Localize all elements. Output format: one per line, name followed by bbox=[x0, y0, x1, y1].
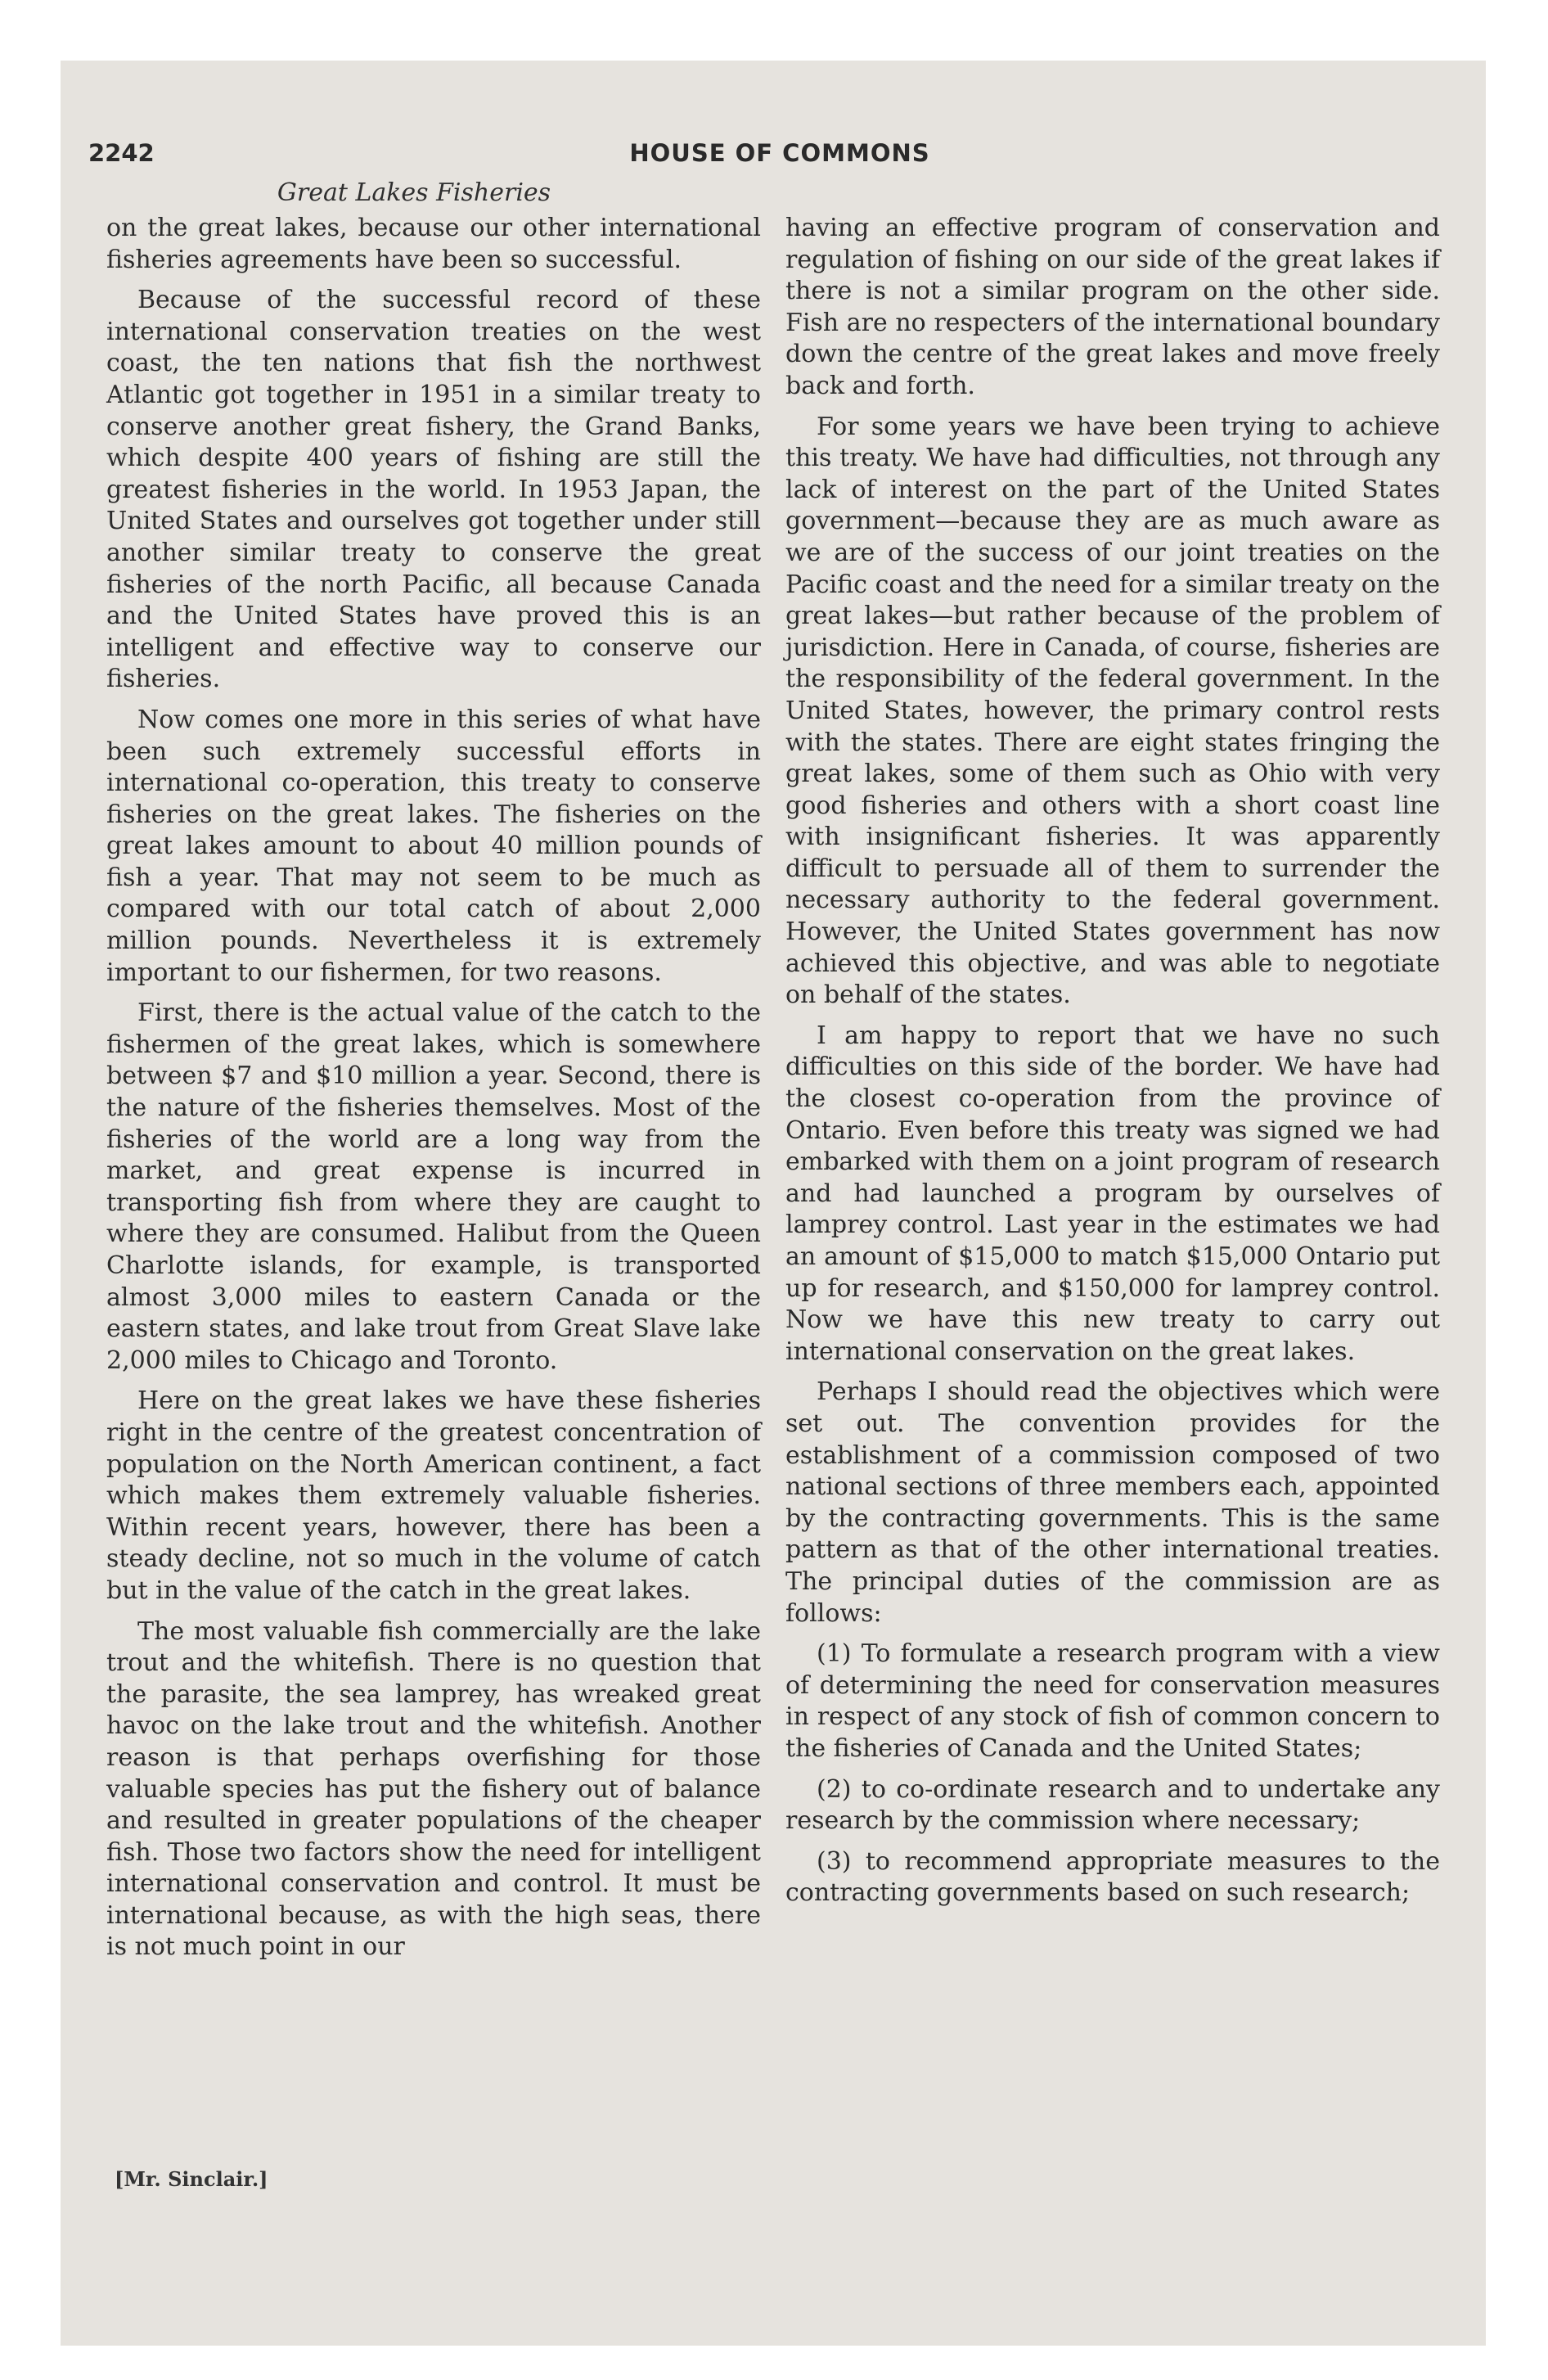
paragraph: on the great lakes, because our other international fisheries agreements have been so successful. bbox=[106, 214, 761, 274]
right-column bbox=[785, 213, 1440, 1918]
paragraph: The most valuable fish commercially are the lake trout and the whitefish. There is no question that the parasite, the sea lamprey, has wreaked great havoc on the lake trout and the whitefish. Another reason is that perhaps overfishing for those valuable species has put the fishery out of balance and resulted in greater populations of the cheaper fish. Those two factors show the need for intelligent international conservation and control. It must be international because, as with the high seas, there is not much point in our bbox=[106, 1616, 761, 1962]
page-header bbox=[88, 139, 1471, 175]
paragraph: Now comes one more in this series of what have been such extremely successful efforts in international co-operation, this treaty to conserve fisheries on the great lakes. The fisheries on the great lakes amount to about 40 million pounds of fish a year. That may not seem to be much as compared with our total catch of about 2,000 million pounds. Nevertheless it is extremely important to our fishermen, for two reasons. bbox=[106, 705, 761, 987]
left-column bbox=[106, 213, 761, 1972]
paragraph: (1) To formulate a research program with a view of determining the need for conservation measures in respect of any stock of fish of common concern to the fisheries of Canada and the United States; bbox=[785, 1639, 1440, 1763]
speaker-footer: [Mr. Sinclair.] bbox=[115, 2167, 268, 2191]
subject-heading: Great Lakes Fisheries bbox=[277, 178, 551, 207]
paragraph: Because of the successful record of these international conservation treaties on the west coast, the ten nations that fish the northwest Atlantic got together in 1951 in a similar treaty to conserve another great fishery, the Grand Banks, which despite 400 years of fishing are still the greatest fisheries in the world. In 1953 Japan, the United States and ourselves got together under still another similar treaty to conserve the great fisheries of the north Pacific, all because Canada and the United States have proved this is an intelligent and effective way to conserve our fisheries. bbox=[106, 286, 761, 694]
paragraph: (3) to recommend appropriate measures to the contracting governments based on such research; bbox=[785, 1846, 1440, 1908]
paragraph: having an effective program of conservation and regulation of fishing on our side of the great lakes if there is not a similar program on the other side. Fish are no respecters of the international boundary down the centre of the great lakes and move freely back and forth. bbox=[785, 214, 1440, 400]
paragraph: Here on the great lakes we have these fisheries right in the centre of the greatest concentration of population on the North American continent, a fact which makes them extremely valuable fisheries. Within recent years, however, there has been a steady decline, not so much in the volume of catch but in the value of the catch in the great lakes. bbox=[106, 1386, 761, 1605]
paragraph: First, there is the actual value of the catch to the fishermen of the great lakes, which is somewhere between $7 and $10 million a year. Second, there is the nature of the fisheries themselves. Most of the fisheries of the world are a long way from the market, and great expense is incurred in transporting fish from where they are caught to where they are consumed. Halibut from the Queen Charlotte islands, for example, is transported almost 3,000 miles to eastern Canada or the eastern states, and lake trout from Great Slave lake 2,000 miles to Chicago and Toronto. bbox=[106, 998, 761, 1375]
page-number: 2242 bbox=[88, 139, 155, 167]
paragraph: I am happy to report that we have no such difficulties on this side of the border. We have had the closest co-operation from the province of Ontario. Even before this treaty was signed we had embarked with them on a joint program of research and had launched a program by ourselves of lamprey control. Last year in the estimates we had an amount of $15,000 to match $15,000 Ontario put up for research, and $150,000 for lamprey control. Now we have this new treaty to carry out international conservation on the great lakes. bbox=[785, 1021, 1440, 1366]
paragraph: For some years we have been trying to achieve this treaty. We have had difficulties, not through any lack of interest on the part of the United States government—because they are as much aware as we are of the success of our joint treaties on the Pacific coast and the need for a similar treaty on the great lakes—but rather because of the problem of jurisdiction. Here in Canada, of course, fisheries are the responsibility of the federal government. In the United States, however, the primary control rests with the states. There are eight states fringing the great lakes, some of them such as Ohio with very good fisheries and others with a short coast line with insignificant fisheries. It was apparently difficult to persuade all of them to surrender the necessary authority to the federal government. However, the United States government has now achieved this objective, and was able to negotiate on behalf of the states. bbox=[785, 412, 1440, 1010]
page bbox=[61, 61, 1486, 2346]
paragraph: (2) to co-ordinate research and to undertake any research by the commission where necessary; bbox=[785, 1774, 1440, 1836]
paragraph: Perhaps I should read the objectives which were set out. The convention provides for the establishment of a commission composed of two national sections of three members each, appointed by the contracting governments. This is the same pattern as that of the other international treaties. The principal duties of the commission are as follows: bbox=[785, 1377, 1440, 1628]
running-head: HOUSE OF COMMONS bbox=[629, 139, 930, 167]
